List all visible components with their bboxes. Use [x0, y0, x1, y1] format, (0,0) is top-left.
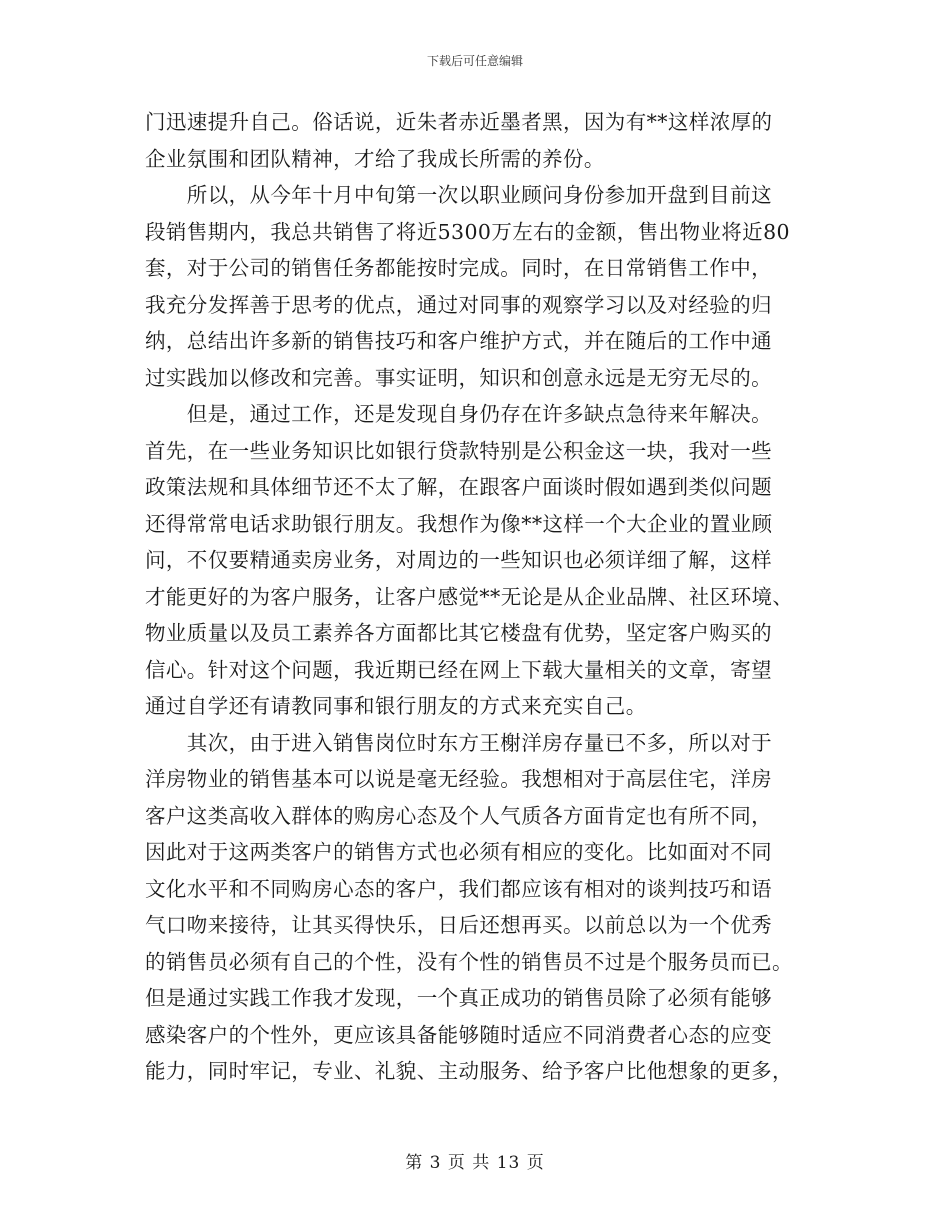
text-line: 套，对于公司的销售任务都能按时完成。同时，在日常销售工作中， — [145, 256, 772, 280]
text-line: 首先，在一些业务知识比如银行贷款特别是公积金这一块，我对一些 — [145, 438, 772, 463]
text-line: 因此对于这两类客户的销售方式也必须有相应的变化。比如面对不同 — [145, 840, 772, 864]
text-line: 信心。针对这个问题，我近期已经在网上下载大量相关的文章，寄望 — [145, 657, 772, 682]
text-line: 其次，由于进入销售岗位时东方王榭洋房存量已不多，所以对于 — [145, 730, 772, 755]
text-line: 气口吻来接待，让其买得快乐，日后还想再买。以前总以为一个优秀 — [145, 913, 772, 937]
text-line: 客户这类高收入群体的购房心态及个人气质各方面肯定也有所不同， — [145, 803, 772, 828]
text-line: 的销售员必须有自己的个性，没有个性的销售员不过是个服务员而已。 — [145, 949, 793, 974]
text-line: 门迅速提升自己。俗话说，近朱者赤近墨者黑，因为有**这样浓厚的 — [145, 110, 773, 134]
page-header: 下载后可任意编辑 — [426, 54, 523, 68]
text-line: 洋房物业的销售基本可以说是毫无经验。我想相对于高层住宅，洋房 — [145, 767, 772, 791]
page-number-footer: 第 3 页 共 13 页 — [405, 1153, 545, 1173]
text-line: 政策法规和具体细节还不太了解，在跟客户面谈时假如遇到类似问题 — [145, 475, 772, 499]
text-line: 所以，从今年十月中旬第一次以职业顾问身份参加开盘到目前这 — [145, 183, 772, 207]
text-line: 我充分发挥善于思考的优点，通过对同事的观察学习以及对经验的归 — [145, 292, 772, 317]
text-line: 问，不仅要精通卖房业务，对周边的一些知识也必须详细了解，这样 — [145, 548, 772, 572]
text-line: 过实践加以修改和完善。事实证明，知识和创意永远是无穷无尽的。 — [145, 365, 772, 390]
text-line: 还得常常电话求助银行朋友。我想作为像**这样一个大企业的置业顾 — [145, 511, 773, 536]
text-line: 才能更好的为客户服务，让客户感觉**无论是从企业品牌、社区环境、 — [145, 584, 794, 609]
text-line: 能力，同时牢记，专业、礼貌、主动服务、给予客户比他想象的更多， — [145, 1059, 793, 1083]
text-line: 文化水平和不同购房心态的客户，我们都应该有相对的谈判技巧和语 — [145, 876, 772, 901]
text-line: 企业氛围和团队精神，才给了我成长所需的养份。 — [145, 146, 605, 171]
text-line: 段销售期内，我总共销售了将近5300万左右的金额，售出物业将近80 — [145, 219, 790, 244]
text-line: 纳，总结出许多新的销售技巧和客户维护方式，并在随后的工作中通 — [145, 329, 772, 353]
text-line: 但是通过实践工作我才发现，一个真正成功的销售员除了必须有能够 — [145, 986, 772, 1010]
text-line: 感染客户的个性外，更应该具备能够随时适应不同消费者心态的应变 — [145, 1022, 772, 1047]
text-line: 通过自学还有请教同事和银行朋友的方式来充实自己。 — [145, 694, 647, 718]
text-line: 物业质量以及员工素养各方面都比其它楼盘有优势，坚定客户购买的 — [145, 621, 772, 645]
text-line: 但是，通过工作，还是发现自身仍存在许多缺点急待来年解决。 — [145, 402, 772, 426]
document-body — [145, 104, 815, 1090]
